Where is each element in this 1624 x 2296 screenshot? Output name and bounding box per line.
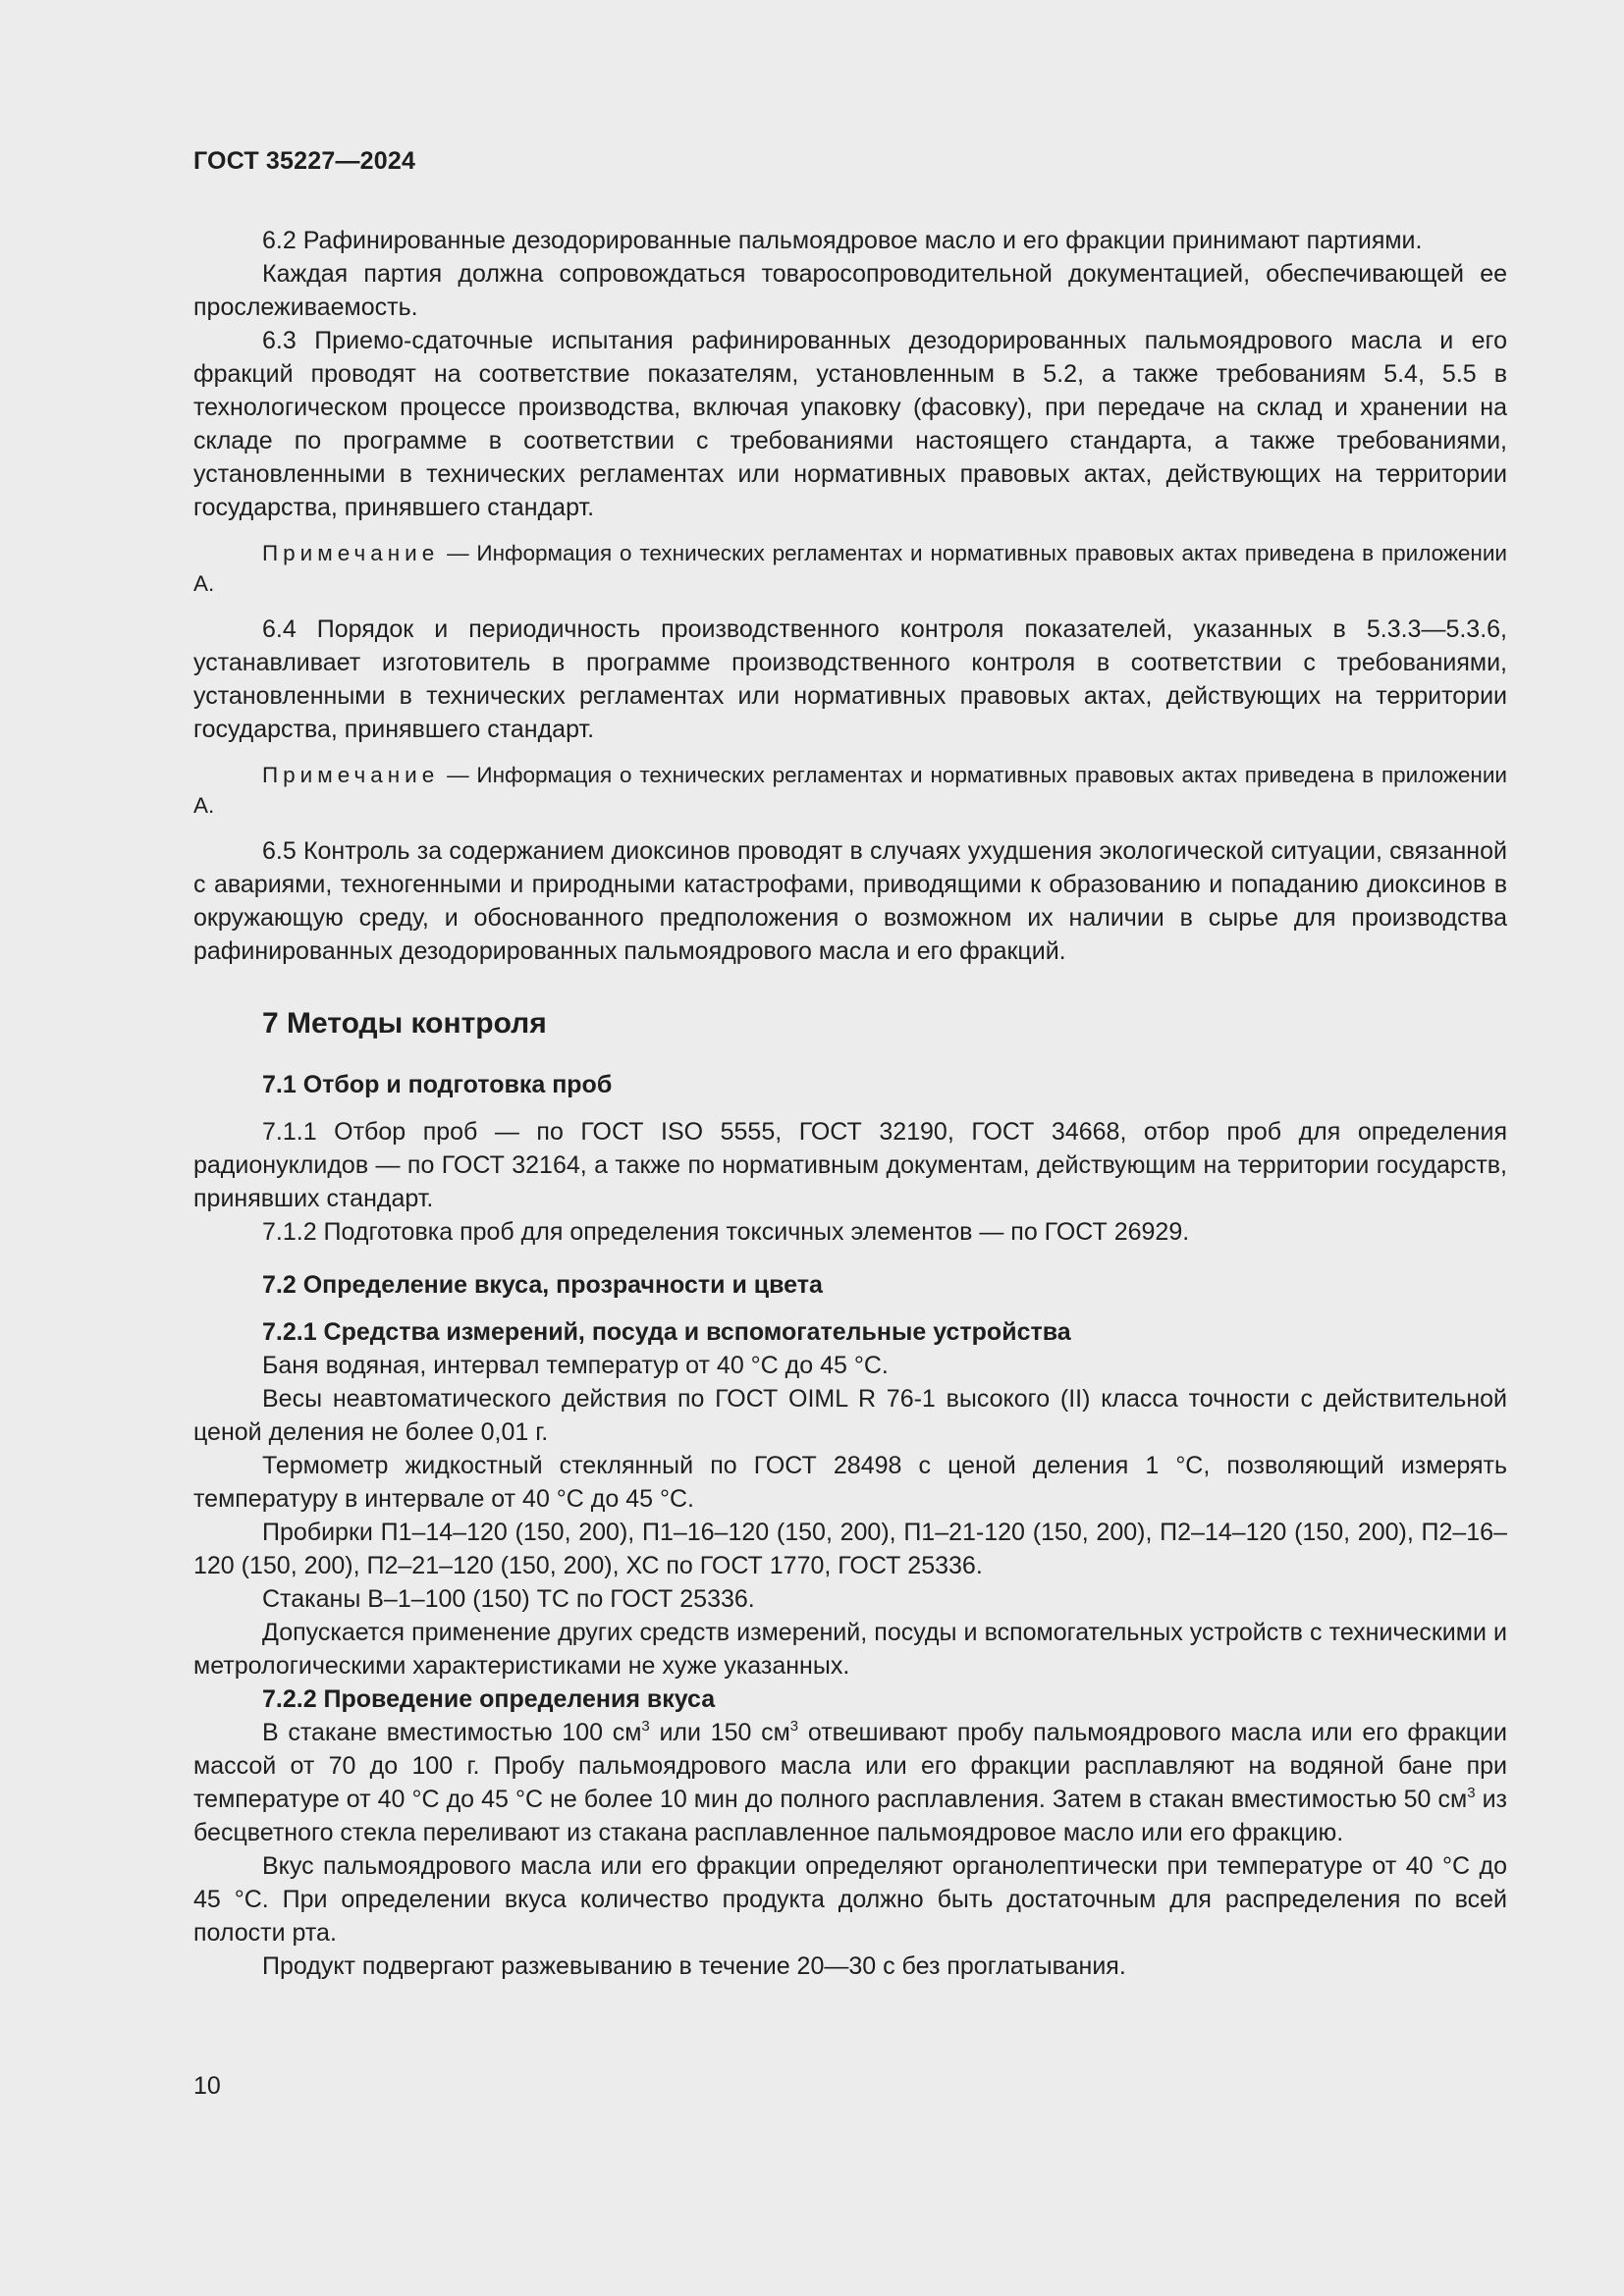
clause-6-2-traceability: Каждая партия должна сопровождаться товаросопроводительной документацией, обеспечивающей ее прослеживаемость. — [193, 260, 1507, 321]
note-2 — [193, 760, 1507, 821]
clause-7-1-2: 7.1.2 Подготовка проб для определения токсичных элементов — по ГОСТ 26929. — [262, 1218, 1190, 1246]
note-label: Примечание — [262, 541, 440, 565]
chewing-paragraph: Продукт подвергают разжевыванию в течение 20—30 с без проглатывания. — [262, 1952, 1126, 1980]
item-test-tubes: Пробирки П1–14–120 (150, 200), П1–16–120 (150, 200), П1–21-120 (150, 200), П2–14–120 (150, 200), П2–16–120 (150, 200), П2–21–120 (150, 200), ХС по ГОСТ 1770, ГОСТ 25336. — [193, 1519, 1507, 1579]
superscript-3: 3 — [641, 1718, 650, 1735]
superscript-3: 3 — [789, 1718, 799, 1735]
document-id-header: ГОСТ 35227—2024 — [193, 147, 416, 175]
clause-6-3: 6.3 Приемо-сдаточные испытания рафинированных дезодорированных пальмоядрового масла и его фракций проводят на соответствие показателям, установленным в 5.2, а также требованиям 5.4, 5.5 в технологическом процессе производства, включая упаковку (фасовку), при передаче на склад и хранении на складе по программе в соответствии с требованиями настоящего стандарта, а также требованиями, установленными в технических регламентах или нормативных правовых актах, действующих на территории государства, принявшего стандарт. — [193, 327, 1507, 521]
procedure-text-4: из бесцветного стекла переливают из стакана расплавленное пальмоядровое масло или его фракцию. — [193, 1786, 1508, 1846]
superscript-3: 3 — [1467, 1785, 1476, 1801]
item-thermometer: Термометр жидкостный стеклянный по ГОСТ 28498 с ценой деления 1 °С, позволяющий измерять температуру в интервале от 40 °С до 45 °С. — [193, 1452, 1507, 1513]
clause-7-1-1: 7.1.1 Отбор проб — по ГОСТ ISO 5555, ГОСТ 32190, ГОСТ 34668, отбор проб для определения радионуклидов — по ГОСТ 32164, а также по нормативным документам, действующим на территории государств, принявших стандарт. — [193, 1118, 1507, 1212]
procedure-text-3: отвешивают пробу пальмоядрового масла или его фракции массой от 70 до 100 г. Пробу пальмоядрового масла или его фракции расплавляют на водяной бане при температуре от 40 °С до 45 °С не более 10 мин до полного расплавления. Затем в стакан вместимостью 50 см — [193, 1719, 1507, 1813]
item-scales: Весы неавтоматического действия по ГОСТ OIML R 76-1 высокого (II) класса точности с действительной ценой деления не более 0,01 г. — [193, 1385, 1507, 1446]
clause-6-2: 6.2 Рафинированные дезодорированные пальмоядровое масло и его фракции принимают партиями. — [262, 227, 1423, 254]
note-text: — Информация о технических регламентах и нормативных правовых актах приведена в приложении А. — [193, 763, 1507, 818]
procedure-paragraph — [193, 1716, 1507, 1849]
clause-6-5: 6.5 Контроль за содержанием диоксинов проводят в случаях ухудшения экологической ситуации, связанной с авариями, техногенными и природными катастрофами, приводящими к образованию и попаданию диоксинов в окружающую среду, и обоснованного предположения о возможном их наличии в сырье для производства рафинированных дезодорированных пальмоядрового масла и его фракций. — [193, 837, 1507, 965]
note-1 — [193, 538, 1507, 599]
item-alternatives: Допускается применение других средств измерений, посуды и вспомогательных устройств с техническими и метрологическими характеристиками не хуже указанных. — [193, 1619, 1507, 1680]
page-content — [193, 224, 1507, 1983]
subsection-7-2-2-heading: 7.2.2 Проведение определения вкуса — [262, 1685, 716, 1713]
subsection-7-2-1-heading: 7.2.1 Средства измерений, посуда и вспомогательные устройства — [262, 1318, 1071, 1346]
clause-6-4: 6.4 Порядок и периодичность производственного контроля показателей, указанных в 5.3.3—5.3.6, устанавливает изготовитель в программе производственного контроля в соответствии с требованиями, установленными в технических регламентах или нормативных правовых актах, действующих на территории государства, принявшего стандарт. — [193, 615, 1507, 743]
note-text: — Информация о технических регламентах и нормативных правовых актах приведена в приложении А. — [193, 541, 1507, 596]
taste-paragraph: Вкус пальмоядрового масла или его фракции определяют органолептически при температуре от 40 °С до 45 °С. При определении вкуса количество продукта должно быть достаточным для распределения по всей полости рта. — [193, 1852, 1507, 1947]
item-glasses: Стаканы В–1–100 (150) ТС по ГОСТ 25336. — [262, 1585, 755, 1613]
subsection-7-1-heading: 7.1 Отбор и подготовка проб — [262, 1071, 613, 1098]
procedure-text-2: или 150 см — [649, 1719, 790, 1746]
page-number: 10 — [193, 2072, 221, 2100]
subsection-7-2-heading: 7.2 Определение вкуса, прозрачности и цвета — [262, 1271, 823, 1299]
section-7-heading: 7 Методы контроля — [262, 1007, 547, 1040]
item-water-bath: Баня водяная, интервал температур от 40 °С до 45 °С. — [262, 1352, 889, 1379]
note-label: Примечание — [262, 763, 440, 787]
procedure-text-1: В стакане вместимостью 100 см — [262, 1719, 642, 1746]
